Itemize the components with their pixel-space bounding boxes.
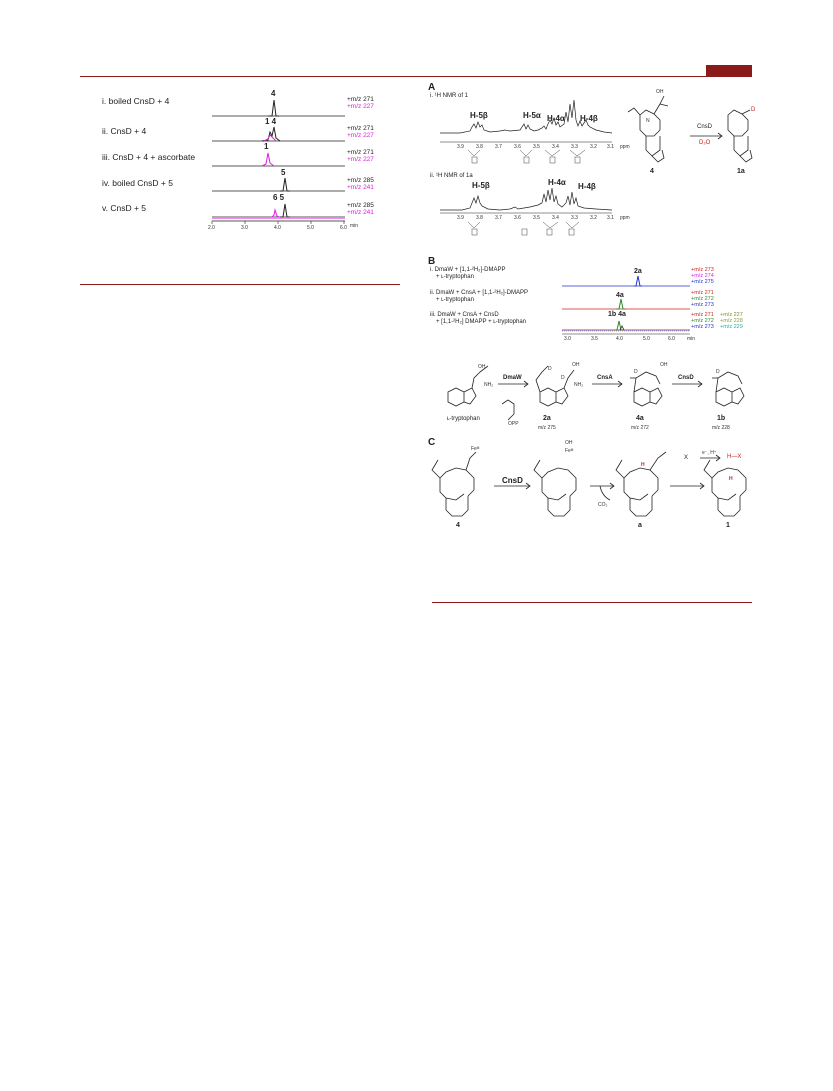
- row-label-1: i. boiled CnsD + 4: [102, 96, 170, 106]
- nmr1-peak-h5b: H-5β: [470, 111, 488, 120]
- peak-label-5: 6 5: [273, 193, 285, 202]
- panel-c-letter: C: [428, 437, 436, 448]
- c-co2: CO₂: [598, 502, 608, 508]
- ppm1-tick-4: 3.6: [514, 144, 521, 150]
- b-mz-3-2: +m/z 272: [691, 318, 714, 324]
- left-tick-1: 2.0: [208, 225, 215, 231]
- b-row1-line1: i. DmaW + [1,1-²H₂]-DMAPP: [430, 267, 506, 273]
- scheme-a-reagent: CnsD: [697, 124, 713, 130]
- left-tick-3: 4.0: [274, 225, 281, 231]
- scheme-b-4a: 4a: [636, 415, 644, 422]
- nmr2-title: ii. ¹H NMR of 1a: [430, 173, 473, 179]
- peak-label-3: 1: [264, 142, 269, 151]
- b-mz-3-5: +m/z 228: [720, 318, 743, 324]
- left-tick-4: 5.0: [307, 225, 314, 231]
- b-mz-2-1: +m/z 271: [691, 290, 714, 296]
- scheme-b-mz-4a: m/z 272: [631, 425, 649, 431]
- b-mz-1-1: +m/z 273: [691, 267, 714, 273]
- scheme-b-trp: ʟ-tryptophan: [447, 416, 480, 422]
- scheme-a-solvent: D₂O: [699, 140, 711, 146]
- ppm2-tick-8: 3.2: [590, 215, 597, 221]
- panel-b-letter: B: [428, 256, 436, 267]
- ppm1-tick-5: 3.5: [533, 144, 540, 150]
- mz-1a: +m/z 271: [347, 96, 374, 103]
- c-fe-left: Feᴵᴵᴵ: [471, 446, 480, 452]
- nmr1-peak-h5a: H-5α: [523, 111, 541, 120]
- c-cmpd-4: 4: [456, 522, 460, 529]
- ppm2-tick-7: 3.3: [571, 215, 578, 221]
- scheme-b-d2: D: [561, 375, 565, 381]
- peak-label-1: 4: [271, 89, 276, 98]
- b-axis-unit: min: [687, 336, 696, 342]
- scheme-b-enzyme-3: CnsD: [678, 375, 694, 381]
- right-bottom-rule: [432, 602, 752, 603]
- nmr2-peak-h4a: H-4α: [548, 178, 566, 187]
- ppm2-tick-4: 3.6: [514, 215, 521, 221]
- scheme-b-oh3: OH: [660, 362, 668, 368]
- scheme-b-opp: OPP: [508, 421, 519, 427]
- b-mz-2-2: +m/z 272: [691, 296, 714, 302]
- mz-3a: +m/z 271: [347, 149, 374, 156]
- c-cmpd-1: 1: [726, 522, 730, 529]
- b-peak-1b4a: 1b 4a: [608, 311, 626, 318]
- scheme-b-d4: D: [716, 369, 720, 375]
- row-label-3: iii. CnsD + 4 + ascorbate: [102, 152, 196, 162]
- peak-label-2: 1 4: [265, 117, 277, 126]
- scheme-b-mz-1b: m/z 228: [712, 425, 730, 431]
- left-tick-2: 3.0: [241, 225, 248, 231]
- b-mz-3-3: +m/z 273: [691, 324, 714, 330]
- b-row2-line2: + ʟ-tryptophan: [436, 297, 474, 303]
- c-hx: H—X: [727, 454, 742, 460]
- b-tick-3: 4.0: [616, 336, 623, 342]
- ppm2-tick-2: 3.8: [476, 215, 483, 221]
- b-row2-line1: ii. DmaW + CnsA + [1,1-²H₂]-DMAPP: [430, 290, 529, 296]
- scheme-b-nh2-2: NH₂: [574, 382, 584, 388]
- ppm1-unit: ppm: [620, 144, 630, 150]
- row-label-5: v. CnsD + 5: [102, 203, 147, 213]
- c-cmpd-a: a: [638, 522, 642, 529]
- b-mz-3-4: +m/z 227: [720, 312, 743, 318]
- scheme-b-enzyme-1: DmaW: [503, 375, 522, 381]
- b-tick-1: 3.0: [564, 336, 571, 342]
- b-mz-3-1: +m/z 271: [691, 312, 714, 318]
- ppm1-tick-6: 3.4: [552, 144, 559, 150]
- ppm2-tick-1: 3.9: [457, 215, 464, 221]
- b-row3-line2: + [1,1-²H₂] DMAPP + ʟ-tryptophan: [436, 319, 527, 325]
- c-h-red-1: H: [641, 462, 645, 468]
- ppm1-tick-8: 3.2: [590, 144, 597, 150]
- b-mz-3-6: +m/z 229: [720, 324, 743, 330]
- c-oh: OH: [565, 440, 573, 446]
- nmr1-title: i. ¹H NMR of 1: [430, 93, 469, 99]
- scheme-b-d3: D: [634, 369, 638, 375]
- ppm1-tick-1: 3.9: [457, 144, 464, 150]
- scheme-a-d: D: [751, 107, 756, 113]
- scheme-a-cmpd-4: 4: [650, 168, 654, 175]
- ppm2-tick-6: 3.4: [552, 215, 559, 221]
- scheme-b-d1: D: [548, 366, 552, 372]
- mz-1b: +m/z 227: [347, 103, 374, 110]
- b-row1-line2: + ʟ-tryptophan: [436, 274, 474, 280]
- ppm1-tick-2: 3.8: [476, 144, 483, 150]
- b-peak-4a: 4a: [616, 292, 624, 299]
- scheme-b-1b: 1b: [717, 415, 726, 422]
- ppm1-tick-3: 3.7: [495, 144, 502, 150]
- mz-4b: +m/z 241: [347, 184, 374, 191]
- scheme-a-cmpd-1a: 1a: [737, 168, 745, 175]
- scheme-b-nh2-1: NH₂: [484, 382, 494, 388]
- row-label-4: iv. boiled CnsD + 5: [102, 178, 173, 188]
- nmr2-peak-h4b: H-4β: [578, 182, 596, 191]
- b-row3-line1: iii. DmaW + CnsA + CnsD: [430, 312, 499, 318]
- b-tick-4: 5.0: [643, 336, 650, 342]
- b-peak-2a: 2a: [634, 268, 642, 275]
- peak-label-4: 5: [281, 168, 286, 177]
- left-tick-5: 6.0: [340, 225, 347, 231]
- scheme-b-mz-2a: m/z 275: [538, 425, 556, 431]
- b-mz-1-3: +m/z 275: [691, 279, 714, 285]
- nmr2-peak-h5b: H-5β: [472, 181, 490, 190]
- panel-a-letter: A: [428, 82, 436, 93]
- c-arrow-text: e⁻, H⁺: [702, 450, 717, 456]
- mz-4a: +m/z 285: [347, 177, 374, 184]
- c-fe-right: Feᴵᴵᴵ: [565, 448, 574, 454]
- scheme-b-enzyme-2: CnsA: [597, 375, 613, 381]
- row-label-2: ii. CnsD + 4: [102, 126, 147, 136]
- scheme-b-oh2: OH: [572, 362, 580, 368]
- nmr1-peak-h4a: H-4α: [547, 114, 565, 123]
- b-mz-2-3: +m/z 273: [691, 302, 714, 308]
- ppm2-tick-9: 3.1: [607, 215, 614, 221]
- scheme-oh: OH: [656, 89, 664, 95]
- scheme-b-2a: 2a: [543, 415, 551, 422]
- mz-3b: +m/z 227: [347, 156, 374, 163]
- ppm1-tick-9: 3.1: [607, 144, 614, 150]
- b-tick-2: 3.5: [591, 336, 598, 342]
- mz-5a: +m/z 285: [347, 202, 374, 209]
- scheme-b-oh1: OH: [478, 364, 486, 370]
- left-axis-unit: min: [350, 223, 359, 229]
- b-tick-5: 6.0: [668, 336, 675, 342]
- b-mz-1-2: +m/z 274: [691, 273, 714, 279]
- mz-2a: +m/z 271: [347, 125, 374, 132]
- ppm2-tick-3: 3.7: [495, 215, 502, 221]
- scheme-nh: N: [646, 118, 650, 124]
- ppm2-tick-5: 3.5: [533, 215, 540, 221]
- ppm1-tick-7: 3.3: [571, 144, 578, 150]
- c-enzyme: CnsD: [502, 476, 523, 485]
- mz-5b: +m/z 241: [347, 209, 374, 216]
- c-h-red-2: H: [729, 476, 733, 482]
- mz-2b: +m/z 227: [347, 132, 374, 139]
- ppm2-unit: ppm: [620, 215, 630, 221]
- nmr1-peak-h4b: H-4β: [580, 114, 598, 123]
- c-x: X: [684, 455, 689, 461]
